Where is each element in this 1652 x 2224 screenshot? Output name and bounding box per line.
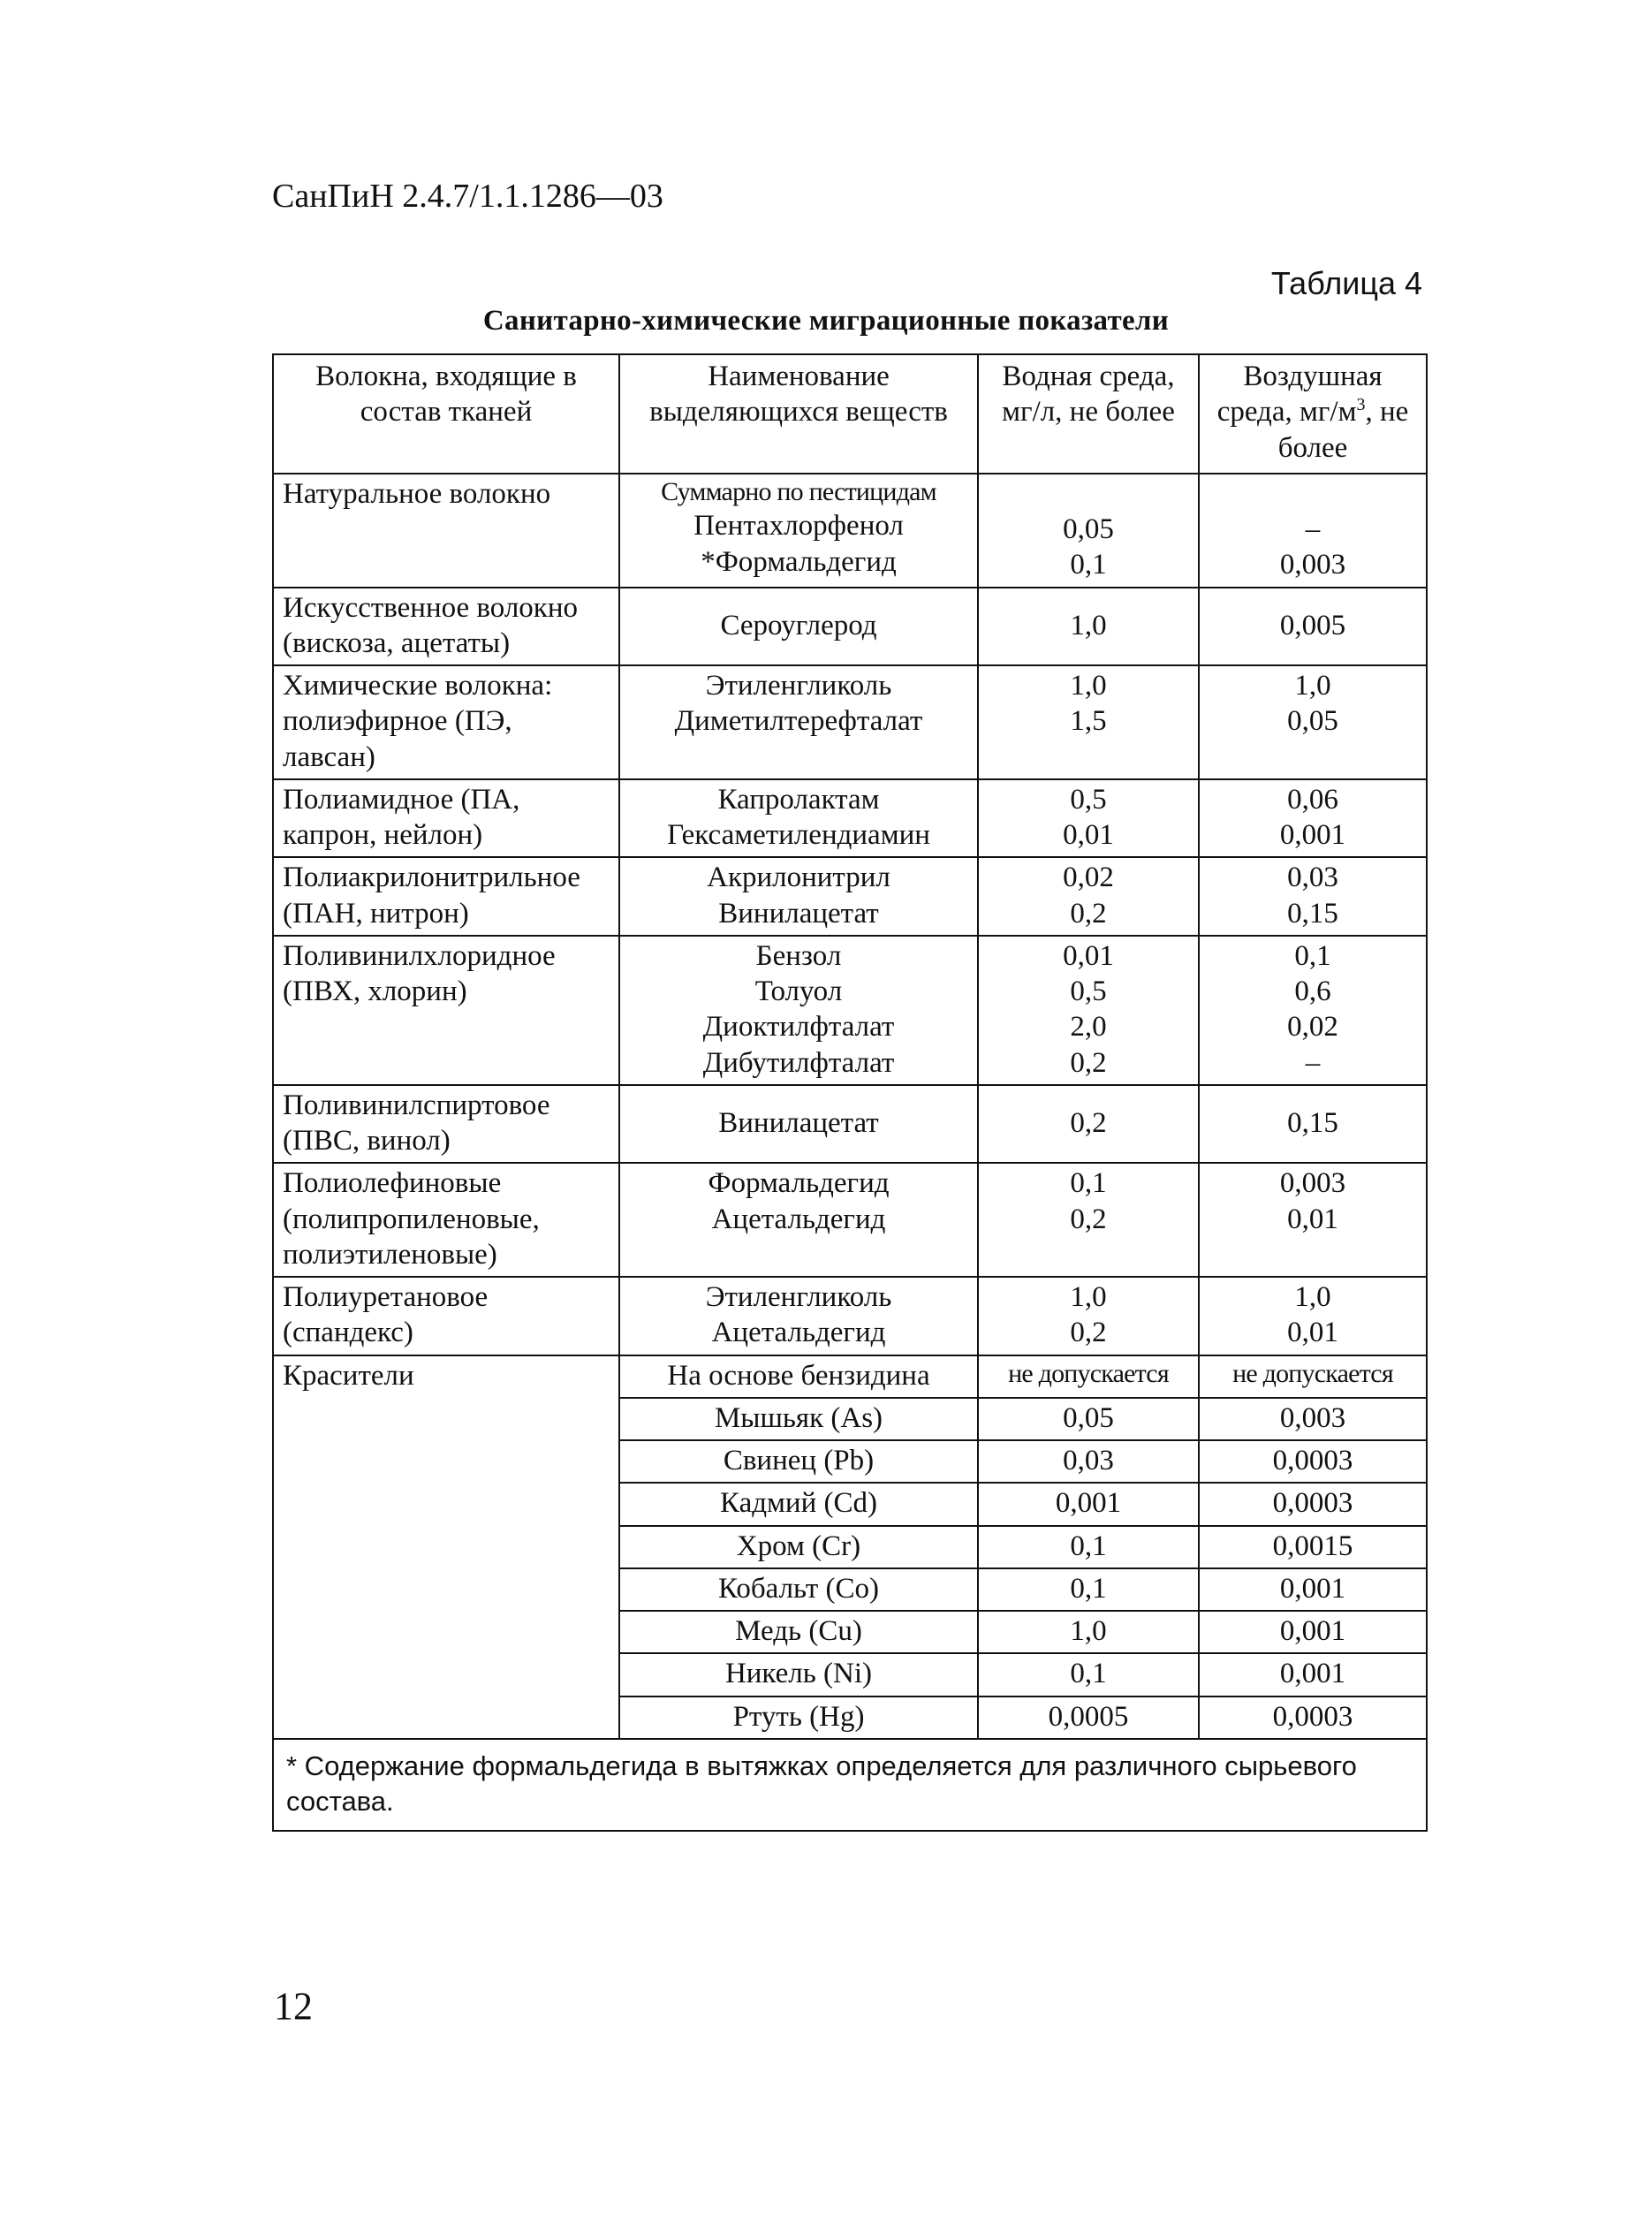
air-value (1209, 476, 1417, 512)
substance-name: Ацетальдегид (711, 1317, 886, 1349)
air-value-cell (1199, 779, 1427, 858)
water-value: 0,01 (1063, 939, 1114, 972)
water-value: 0,05 (1063, 513, 1114, 545)
air-value: 0,15 (1287, 897, 1338, 930)
air-value: не допускается (1199, 1355, 1427, 1398)
column-header-substance: Наименование выделяющихся веществ (619, 354, 978, 474)
water-value-cell (978, 936, 1199, 1085)
water-value-cell (978, 588, 1199, 666)
water-value: 1,0 (978, 1611, 1199, 1653)
water-value: 0,2 (1070, 1317, 1107, 1349)
water-value: 1,0 (1070, 670, 1107, 702)
column-header-water: Водная среда, мг/л, не более (978, 354, 1199, 474)
water-value: 0,1 (978, 1526, 1199, 1568)
substance-name: Кадмий (Cd) (619, 1483, 978, 1525)
air-value: 0,05 (1287, 705, 1338, 738)
air-value: 0,0015 (1199, 1526, 1427, 1568)
water-value: 0,1 (978, 1568, 1199, 1611)
substance-name: Медь (Cu) (619, 1611, 978, 1653)
water-value-cell (978, 779, 1199, 858)
water-value: 0,02 (1063, 862, 1114, 894)
water-value: 0,0005 (978, 1696, 1199, 1739)
fiber-cell: Искусственное волокно (вискоза, ацетаты) (273, 588, 619, 666)
air-value-cell (1199, 1085, 1427, 1164)
water-value: 0,001 (978, 1483, 1199, 1525)
water-value: 0,2 (1070, 1106, 1107, 1139)
substance-name: Никель (Ni) (619, 1653, 978, 1696)
air-value-cell (1199, 1163, 1427, 1277)
migration-table (272, 353, 1428, 1832)
air-value: 0,01 (1287, 1203, 1338, 1235)
dye-row (273, 1355, 1427, 1398)
substance-name: Винилацетат (718, 897, 879, 930)
table-row (273, 857, 1427, 936)
water-value: 1,0 (1070, 609, 1107, 641)
substance-name: Кобальт (Co) (619, 1568, 978, 1611)
substance-name: Формальдегид (708, 1167, 890, 1200)
water-value-cell (978, 1277, 1199, 1355)
substance-name: Ацетальдегид (711, 1203, 886, 1235)
air-value: 0,005 (1279, 609, 1346, 641)
air-value-cell (1199, 1277, 1427, 1355)
substance-name: Диметилтерефталат (674, 705, 923, 738)
air-value: 0,001 (1199, 1568, 1427, 1611)
substance-cell (619, 779, 978, 858)
footnote-row (273, 1739, 1427, 1832)
air-value-cell (1199, 857, 1427, 936)
fiber-cell: Красители (273, 1355, 619, 1739)
page-number: 12 (274, 1985, 313, 2028)
table-title: Санитарно-химические миграционные показатели (482, 305, 1170, 337)
water-value (988, 476, 1189, 512)
water-value-cell (978, 1085, 1199, 1164)
substance-name: Этиленгликоль (705, 670, 892, 702)
substance-name: Акрилонитрил (707, 862, 890, 894)
table-row (273, 1277, 1427, 1355)
substance-name: Винилацетат (718, 1106, 879, 1139)
air-value: 0,01 (1287, 1317, 1338, 1349)
table-row (273, 474, 1427, 588)
air-value: 0,001 (1199, 1611, 1427, 1653)
water-value-cell (978, 665, 1199, 779)
air-value: 1,0 (1294, 1281, 1331, 1313)
water-value-cell (978, 857, 1199, 936)
fiber-cell: Химические волокна: полиэфирное (ПЭ, лавсан) (273, 665, 619, 779)
table-label: Таблица 4 (1270, 265, 1422, 301)
fiber-cell: Натуральное волокно (273, 474, 619, 588)
document-code: СанПиН 2.4.7/1.1.1286—03 (272, 178, 663, 215)
air-value: 1,0 (1294, 670, 1331, 702)
column-header-air-superscript: 3 (1356, 395, 1366, 415)
air-value: 0,6 (1294, 975, 1331, 1007)
column-header-air (1199, 354, 1427, 474)
air-value: 0,0003 (1199, 1440, 1427, 1483)
air-value-cell (1199, 936, 1427, 1085)
table-header-row (273, 354, 1427, 474)
water-value: 0,03 (978, 1440, 1199, 1483)
air-value: 0,001 (1279, 819, 1346, 851)
fiber-cell: Полиолефиновые (полипропиленовые, полиэтиленовые) (273, 1163, 619, 1277)
substance-name: Диоктилфталат (702, 1011, 895, 1044)
water-value: 0,01 (1063, 819, 1114, 851)
air-value: 0,06 (1287, 783, 1338, 816)
substance-cell (619, 588, 978, 666)
column-header-air-text: Воздушная среда, мг/м (1216, 361, 1383, 429)
fiber-cell: Полиамидное (ПА, капрон, нейлон) (273, 779, 619, 858)
air-value-cell (1199, 474, 1427, 588)
water-value: 0,5 (1070, 975, 1107, 1007)
substance-cell (619, 474, 978, 588)
water-value: 0,1 (1070, 1167, 1107, 1200)
water-value: 0,2 (1070, 1046, 1107, 1079)
substance-name: Свинец (Pb) (619, 1440, 978, 1483)
fiber-cell: Полиуретановое (спандекс) (273, 1277, 619, 1355)
table-row (273, 588, 1427, 666)
water-value-cell (978, 1163, 1199, 1277)
air-value: 0,0003 (1199, 1696, 1427, 1739)
substance-cell (619, 1085, 978, 1164)
substance-name: Суммарно по пестицидам (661, 476, 936, 506)
substance-cell (619, 1277, 978, 1355)
substance-name: Бензол (755, 939, 842, 972)
substance-cell (619, 1163, 978, 1277)
substance-cell (619, 936, 978, 1085)
water-value: 0,1 (978, 1653, 1199, 1696)
air-value: 0,15 (1287, 1106, 1338, 1139)
air-value: 0,02 (1287, 1011, 1338, 1044)
substance-name: Капролактам (717, 783, 880, 816)
column-header-fiber: Волокна, входящие в состав тканей (273, 354, 619, 474)
air-value: – (1305, 1046, 1321, 1079)
column-header-air-suffix: , не более (1277, 396, 1409, 464)
table-row (273, 779, 1427, 858)
water-value: 0,2 (1070, 897, 1107, 930)
substance-name: Толуол (754, 975, 843, 1007)
water-value: 0,5 (1070, 783, 1107, 816)
substance-cell (619, 857, 978, 936)
water-value: 1,5 (1070, 705, 1107, 738)
substance-name: Дибутилфталат (702, 1046, 895, 1079)
substance-name: Пентахлорфенол (693, 510, 904, 543)
substance-name: Мышьяк (As) (619, 1398, 978, 1440)
table-row (273, 1163, 1427, 1277)
air-value: – (1305, 513, 1321, 545)
water-value: 2,0 (1070, 1011, 1107, 1044)
substance-cell (619, 665, 978, 779)
substance-name: Сероуглерод (720, 609, 877, 641)
substance-name: Этиленгликоль (705, 1281, 892, 1313)
water-value: 0,2 (1070, 1203, 1107, 1235)
water-value: 0,05 (978, 1398, 1199, 1440)
air-value-cell (1199, 588, 1427, 666)
footnote: * Содержание формальдегида в вытяжках определяется для различного сырьевого состава. (273, 1739, 1427, 1832)
air-value: 0,001 (1199, 1653, 1427, 1696)
substance-name: Ртуть (Hg) (619, 1696, 978, 1739)
air-value: 0,003 (1279, 549, 1346, 581)
fiber-cell: Поливинилхлоридное (ПВХ, хлорин) (273, 936, 619, 1085)
table-row (273, 1085, 1427, 1164)
water-value: 1,0 (1070, 1281, 1107, 1313)
air-value: 0,03 (1287, 862, 1338, 894)
substance-name: На основе бензидина (619, 1355, 978, 1398)
fiber-cell: Полиакрилонитрильное (ПАН, нитрон) (273, 857, 619, 936)
water-value-cell (978, 474, 1199, 588)
substance-name: *Формальдегид (701, 545, 897, 578)
air-value-cell (1199, 665, 1427, 779)
table-row (273, 665, 1427, 779)
air-value: 0,1 (1294, 939, 1331, 972)
substance-name: Гексаметилендиамин (667, 819, 930, 851)
air-value: 0,003 (1199, 1398, 1427, 1440)
water-value: 0,1 (1070, 549, 1107, 581)
water-value: не допускается (978, 1355, 1199, 1398)
air-value: 0,003 (1279, 1167, 1346, 1200)
substance-name: Хром (Cr) (619, 1526, 978, 1568)
table-row (273, 936, 1427, 1085)
fiber-cell: Поливинилспиртовое (ПВС, винол) (273, 1085, 619, 1164)
air-value: 0,0003 (1199, 1483, 1427, 1525)
